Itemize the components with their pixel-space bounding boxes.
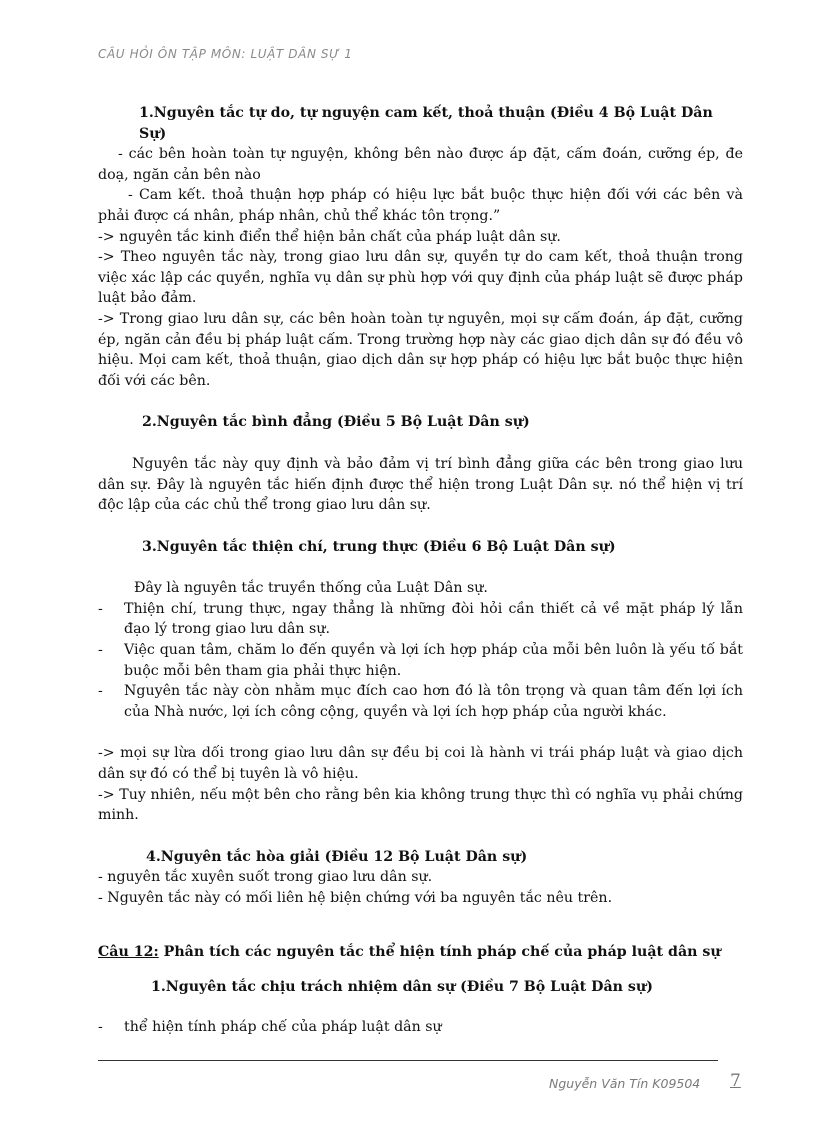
question-12-title bbox=[98, 942, 743, 963]
running-header: CÂU HỎI ÔN TẬP MÔN: LUẬT DÂN SỰ 1 bbox=[98, 47, 353, 61]
section-3-bullet: - Thiện chí, trung thực, ngay thẳng là những đòi hỏi cần thiết cả về mặt pháp lý lẫn đạo lý trong giao lưu dân sự. bbox=[98, 599, 743, 640]
question-12-heading-1: 1.Nguyên tắc chịu trách nhiệm dân sự (Điều 7 Bộ Luật Dân sự) bbox=[151, 979, 653, 996]
section-1-para-1: - các bên hoàn toàn tự nguyện, không bên nào được áp đặt, cấm đoán, cưỡng ép, đe doạ, ngăn cản bên nào bbox=[98, 146, 743, 183]
section-3-heading: 3.Nguyên tắc thiện chí, trung thực (Điều 6 Bộ Luật Dân sự) bbox=[142, 538, 616, 555]
section-3-bullet: - Việc quan tâm, chăm lo đến quyền và lợi ích hợp pháp của mỗi bên luôn là yếu tố bắt buộc mỗi bên tham gia phải thực hiện. bbox=[98, 640, 743, 681]
section-1-heading: 1.Nguyên tắc tự do, tự nguyện cam kết, thoả thuận (Điều 4 Bộ Luật Dân Sự) bbox=[139, 105, 713, 142]
section-4-para-1: - nguyên tắc xuyên suốt trong giao lưu dân sự. bbox=[98, 869, 433, 886]
document-body bbox=[98, 103, 743, 1037]
section-2-para-1: Nguyên tắc này quy định và bảo đảm vị trí bình đẳng giữa các bên trong giao lưu dân sự. Đây là nguyên tắc hiến định được thể hiện trong Luật Dân sự. nó thể hiện vị trí độc lập của các chủ thể trong giao lưu dân sự. bbox=[98, 455, 743, 514]
section-2-heading: 2.Nguyên tắc bình đẳng (Điều 5 Bộ Luật Dân sự) bbox=[142, 414, 530, 431]
section-3-bullet-text: Nguyên tắc này còn nhằm mục đích cao hơn đó là tôn trọng và quan tâm đến lợi ích của Nhà nước, lợi ích công cộng, quyền và lợi ích hợp pháp của người khác. bbox=[124, 683, 743, 720]
section-3-para-2: -> Tuy nhiên, nếu một bên cho rằng bên kia không trung thực thì có nghĩa vụ phải chứng minh. bbox=[98, 786, 743, 824]
section-4-heading: 4.Nguyên tắc hòa giải (Điều 12 Bộ Luật Dân sự) bbox=[146, 848, 528, 865]
section-3-bullet-text: Việc quan tâm, chăm lo đến quyền và lợi ích hợp pháp của mỗi bên luôn là yếu tố bắt buộc mỗi bên tham gia phải thực hiện. bbox=[124, 642, 743, 679]
section-3-para-1: -> mọi sự lừa dối trong giao lưu dân sự đều bị coi là hành vi trái pháp luật và giao dịch dân sự đó có thể bị tuyên là vô hiệu. bbox=[98, 745, 743, 783]
question-12-text: Phân tích các nguyên tắc thể hiện tính pháp chế của pháp luật dân sự bbox=[158, 943, 721, 960]
question-12-bullet: - thể hiện tính pháp chế của pháp luật dân sự bbox=[98, 1017, 743, 1038]
section-1-para-5: -> Trong giao lưu dân sự, các bên hoàn toàn tự nguyên, mọi sự cấm đoán, áp đặt, cưỡng ép, ngăn cản đều bị pháp luật cấm. Trong trường hợp này các giao dịch dân sự đó đều vô hiệu. Mọi cam kết, thoả thuận, giao dịch dân sự hợp pháp có hiệu lực bắt buộc thực hiện đối với các bên. bbox=[98, 310, 743, 389]
question-12-label: Câu 12: bbox=[98, 943, 159, 960]
section-1-para-2: - Cam kết. thoả thuận hợp pháp có hiệu lực bắt buộc thực hiện đối với các bên và phải được cá nhân, pháp nhân, chủ thể khác tôn trọng.” bbox=[98, 187, 743, 224]
page-number: 7 bbox=[730, 1071, 741, 1091]
section-3-bullet: - Nguyên tắc này còn nhằm mục đích cao hơn đó là tôn trọng và quan tâm đến lợi ích của Nhà nước, lợi ích công cộng, quyền và lợi ích hợp pháp của người khác. bbox=[98, 681, 743, 722]
section-3-intro: Đây là nguyên tắc truyền thống của Luật Dân sự. bbox=[134, 580, 488, 597]
footer-divider bbox=[98, 1060, 718, 1061]
section-3-bullet-text: Thiện chí, trung thực, ngay thẳng là những đòi hỏi cần thiết cả về mặt pháp lý lẫn đạo lý trong giao lưu dân sự. bbox=[124, 600, 743, 638]
footer-author: Nguyễn Văn Tín K09504 bbox=[549, 1076, 701, 1091]
section-1-para-4: -> Theo nguyên tắc này, trong giao lưu dân sự, quyền tự do cam kết, thoả thuận trong việc xác lập các quyền, nghĩa vụ dân sự phù hợp với quy định của pháp luật sẽ được pháp luật bảo đảm. bbox=[98, 249, 743, 307]
section-4-para-2: - Nguyên tắc này có mối liên hệ biện chứng với ba nguyên tắc nêu trên. bbox=[98, 890, 613, 906]
question-12-bullet-text: thể hiện tính pháp chế của pháp luật dân sự bbox=[124, 1018, 442, 1035]
section-1-para-3: -> nguyên tắc kinh điển thể hiện bản chất của pháp luật dân sự. bbox=[98, 228, 561, 245]
